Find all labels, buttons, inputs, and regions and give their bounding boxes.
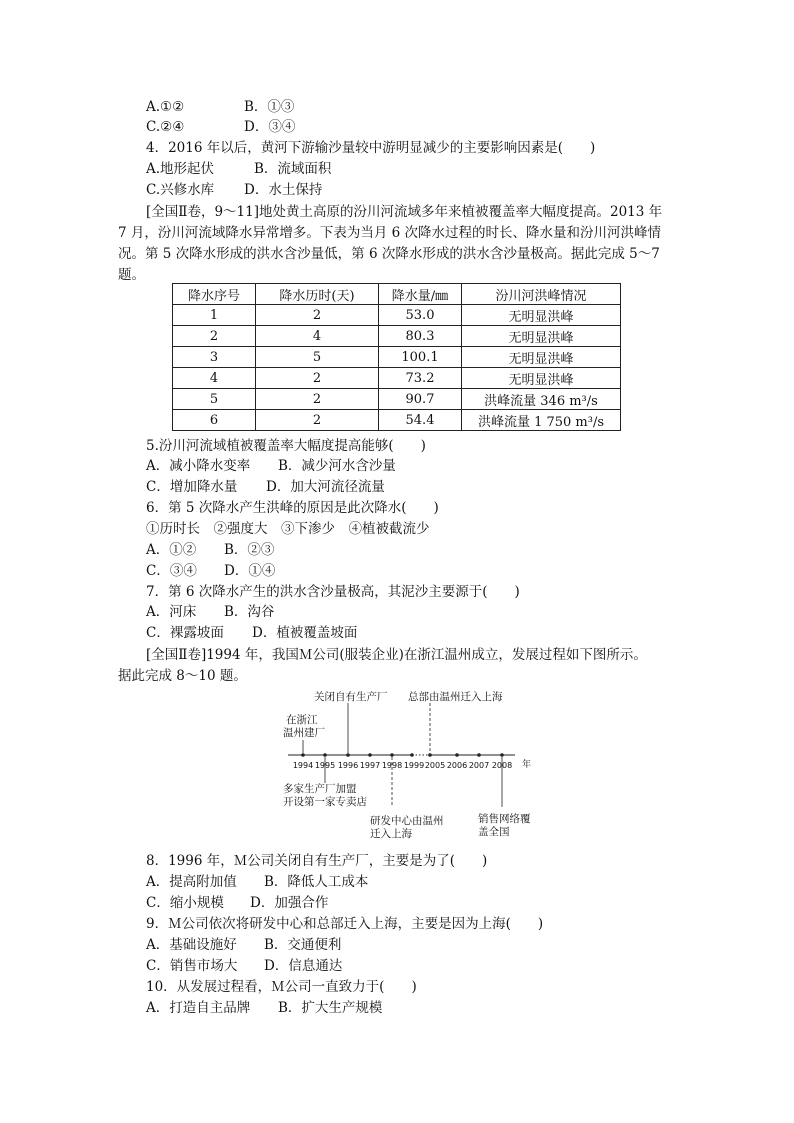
year-label: 2008 [491, 761, 513, 770]
precipitation-table [172, 283, 621, 431]
event-close-factory: 关闭自有生产厂 [314, 691, 388, 703]
q4-option-a: A.地形起伏 [146, 161, 215, 177]
q7-option-d: D．植被覆盖坡面 [252, 625, 358, 641]
q4-option-c: C.兴修水库 [146, 182, 215, 198]
table-row [173, 305, 621, 326]
table-header-row [173, 284, 621, 305]
table-cell: 2 [256, 305, 379, 326]
intro1-line1: [全国Ⅱ卷，9～11]地处黄土高原的汾川河流域多年来植被覆盖率大幅度提高。2013 年 [146, 204, 663, 220]
q5-option-b: B．减少河水含沙量 [278, 458, 396, 474]
q7-options-row1 [146, 602, 275, 622]
table-cell: 4 [173, 368, 256, 389]
q6-stem: 6．第 5 次降水产生洪峰的原因是此次降水( ) [146, 500, 439, 516]
intro1-line4: 题。 [118, 267, 145, 283]
q8-options-row2 [146, 893, 329, 913]
year-unit-label: 年 [522, 760, 532, 770]
table-cell: 5 [173, 389, 256, 410]
table-cell: 无明显洪峰 [462, 368, 621, 389]
event-net-line1: 销售网络覆 [478, 813, 531, 825]
table-cell: 100.1 [379, 347, 462, 368]
table-cell: 54.4 [379, 410, 462, 431]
q9-options-row2 [146, 956, 343, 976]
q9-stem: 9．Ｍ公司依次将研发中心和总部迁入上海，主要是因为上海( ) [146, 916, 544, 932]
q5-option-c: C．增加降水量 [146, 479, 238, 495]
q5-options-row2 [146, 477, 385, 497]
q6-option-b: B．②③ [224, 542, 275, 558]
year-label: 1995 [314, 761, 336, 770]
q7-option-a: A．河床 [146, 604, 197, 620]
q10-options-row1 [146, 998, 383, 1018]
tick-1996 [346, 753, 350, 757]
q10-option-b: B．扩大生产规模 [278, 1000, 383, 1016]
q7-options-row2 [146, 623, 358, 643]
q9-options-row1 [146, 935, 342, 955]
table-header: 汾川河洪峰情况 [462, 284, 621, 305]
q4-option-b: B．流域面积 [254, 161, 332, 177]
year-label: 2006 [446, 761, 468, 770]
q9-option-d: D．信息通达 [264, 958, 343, 974]
q3-option-c: C.②④ [146, 119, 185, 135]
table-row [173, 410, 621, 431]
table-cell: 1 [173, 305, 256, 326]
table-cell: 2 [256, 410, 379, 431]
table-row [173, 368, 621, 389]
event-rd-line1: 研发中心由温州 [370, 815, 444, 827]
company-timeline-diagram [278, 685, 538, 845]
table-cell: 73.2 [379, 368, 462, 389]
table-cell: 6 [173, 410, 256, 431]
q5-options-row1 [146, 456, 396, 476]
q10-stem: 10．从发展过程看，Ｍ公司一直致力于( ) [146, 979, 417, 995]
q6-option-a: A．①② [146, 542, 197, 558]
q3-options-row1 [146, 97, 295, 117]
year-label: 1998 [381, 761, 403, 770]
q9-option-a: A．基础设施好 [146, 937, 237, 953]
table-cell: 2 [173, 326, 256, 347]
q6-option-c: C．③④ [146, 563, 197, 579]
q3-option-d: D．③④ [244, 119, 296, 135]
q8-option-a: A．提高附加值 [146, 874, 237, 890]
year-label: 2007 [468, 761, 490, 770]
q3-option-a: A.①② [146, 99, 185, 115]
event-hq-move: 总部由温州迁入上海 [408, 691, 503, 703]
q7-stem: 7．第 6 次降水产生的洪水含沙量极高，其泥沙主要源于( ) [146, 584, 520, 600]
intro2-line1: [全国Ⅱ卷]1994 年，我国Ｍ公司(服装企业)在浙江温州成立，发展过程如下图所示。 [146, 647, 647, 663]
tick-1995 [323, 753, 327, 757]
event-build-line2: 温州建厂 [283, 727, 325, 739]
table-cell: 3 [173, 347, 256, 368]
table-row [173, 389, 621, 410]
table-cell: 90.7 [379, 389, 462, 410]
table-cell: 2 [256, 389, 379, 410]
q3-options-row2 [146, 117, 296, 137]
q5-option-a: A．减小降水变率 [146, 458, 251, 474]
q6-statements: ①历时长 ②强度大 ③下渗少 ④植被截流少 [146, 521, 430, 537]
event-net-line2: 盖全国 [478, 826, 510, 838]
q4-options-row1 [146, 159, 332, 179]
q3-option-b: B．①③ [244, 99, 295, 115]
tick-2006 [455, 753, 459, 757]
q9-option-c: C．销售市场大 [146, 958, 238, 974]
tick-1997 [368, 753, 372, 757]
tick-2005 [428, 753, 432, 757]
table-cell: 80.3 [379, 326, 462, 347]
q9-option-b: B．交通便利 [264, 937, 342, 953]
tick-1998 [390, 753, 394, 757]
q8-option-b: B．降低人工成本 [264, 874, 369, 890]
table-cell: 53.0 [379, 305, 462, 326]
table-cell: 无明显洪峰 [462, 347, 621, 368]
q5-option-d: D．加大河流径流量 [266, 479, 385, 495]
table-header: 降水量/㎜ [379, 284, 462, 305]
event-join-line2: 开设第一家专卖店 [283, 796, 367, 808]
tick-1994 [301, 753, 305, 757]
q8-stem: 8．1996 年，Ｍ公司关闭自有生产厂，主要是为了( ) [146, 853, 488, 869]
tick-2007 [477, 753, 481, 757]
q6-option-d: D．①④ [224, 563, 276, 579]
table-cell: 5 [256, 347, 379, 368]
q7-option-c: C．裸露坡面 [146, 625, 224, 641]
year-label: 2005 [424, 761, 446, 770]
year-label: 1996 [337, 761, 359, 770]
q8-options-row1 [146, 872, 369, 892]
year-label: 1994 [292, 761, 314, 770]
q7-option-b: B．沟谷 [224, 604, 275, 620]
intro1-line3: 况。第 5 次降水形成的洪水含沙量低，第 6 次降水形成的洪水含沙量极高。据此完成 5～7 [118, 246, 660, 262]
q4-stem: 4．2016 年以后，黄河下游输沙量较中游明显减少的主要影响因素是( ) [146, 140, 596, 156]
table-header: 降水历时(天) [256, 284, 379, 305]
q4-option-d: D．水土保持 [244, 182, 323, 198]
event-build-line1: 在浙江 [286, 714, 318, 726]
tick-1999 [410, 753, 414, 757]
event-rd-line2: 迁入上海 [370, 828, 412, 840]
table-cell: 无明显洪峰 [462, 326, 621, 347]
table-row [173, 347, 621, 368]
table-cell: 洪峰流量 1 750 m³/s [462, 410, 621, 431]
event-join-line1: 多家生产厂加盟 [283, 783, 357, 795]
q8-option-c: C．缩小规模 [146, 895, 224, 911]
q5-stem: 5.汾川河流域植被覆盖率大幅度提高能够( ) [146, 438, 426, 454]
intro1-line2: 7 月，汾川河流域降水异常增多。下表为当月 6 次降水过程的时长、降水量和汾川河洪峰情 [118, 225, 662, 241]
table-cell: 4 [256, 326, 379, 347]
table-header: 降水序号 [173, 284, 256, 305]
table-cell: 无明显洪峰 [462, 305, 621, 326]
q4-options-row2 [146, 180, 323, 200]
intro2-line2: 据此完成 8～10 题。 [118, 668, 247, 684]
tick-2008 [500, 753, 504, 757]
q6-options-row2 [146, 561, 276, 581]
q10-option-a: A．打造自主品牌 [146, 1000, 251, 1016]
year-label: 1997 [359, 761, 381, 770]
q8-option-d: D．加强合作 [250, 895, 329, 911]
table-cell: 洪峰流量 346 m³/s [462, 389, 621, 410]
table-cell: 2 [256, 368, 379, 389]
year-label: 1999 [403, 761, 425, 770]
table-row [173, 326, 621, 347]
q6-options-row1 [146, 540, 275, 560]
